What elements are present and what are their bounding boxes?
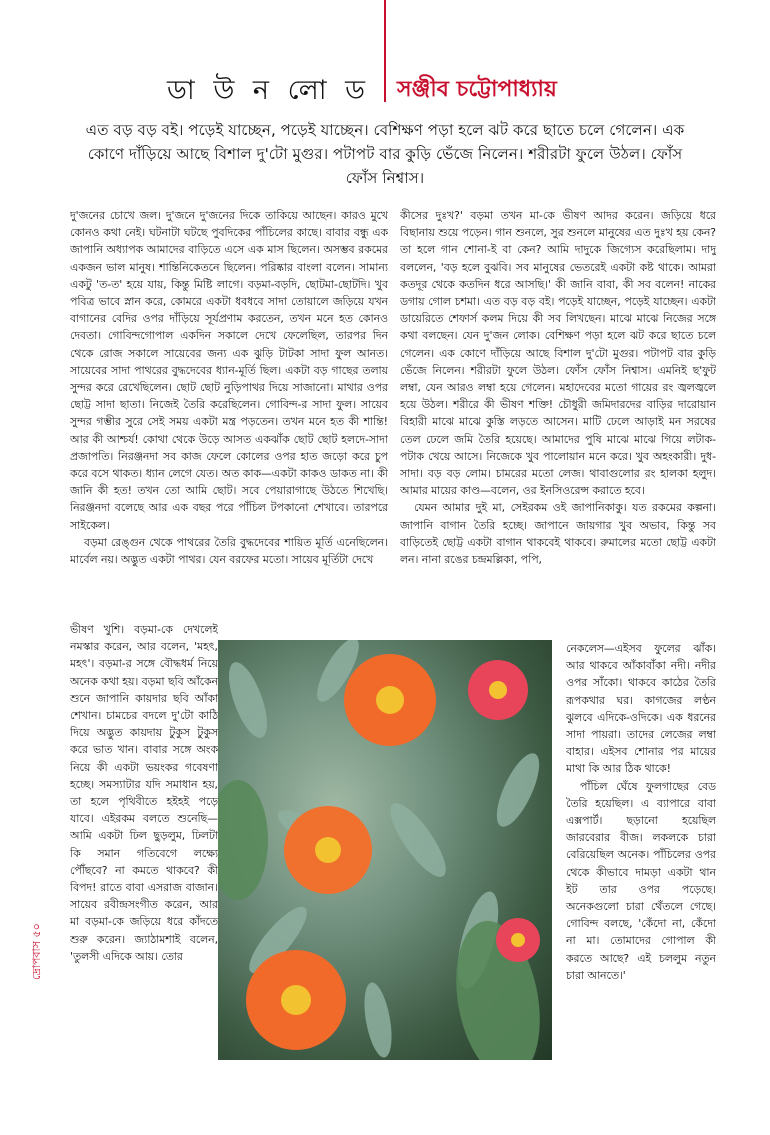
paragraph: পাঁচিল ঘেঁষে ফুলগাছের বেড তৈরি হয়েছিল। এ ব্যাপারে বাবা এক্সপার্ট। ছড়ানো হয়েছিল জারবেরার বীজ। লকলকে চারা বেরিয়েছিল অনেক। পাঁচিলের ওপর থেকে কীভাবে দামড়া একটা থান ইট তার ওপর পড়েছে। অনেকগুলো চারা থেঁতলে গেছে। গোবিন্দ বলছে, 'কেঁদো না, কেঁদো না মা। তোমাদের গোপাল কী করতে আছে? এই চললুম নতুন চারা আনতে।': [566, 779, 716, 982]
paragraph: নেকলেস—এইসব ফুলের ঝাঁক। আর থাকবে আঁকাবাঁকা নদী। নদীর ওপর সাঁকো। থাকবে কাঠের তৈরি রূপকথার ঘর। কাগজের লণ্ঠন ঝুলবে এদিকে-ওদিকে। এক ধরনের সাদা পায়রা। তাদের লেজের লম্বা বাহার। এইসব শোনার পর মায়ের মাথা কি আর ঠিক থাকে!: [566, 642, 716, 776]
paragraph: ভীষণ খুশি। বড়মা-কে দেখলেই নমস্কার করেন, আর বলেন, 'মহৎ, মহৎ'। বড়মা-র সঙ্গে বৌদ্ধধর্ম নিয়ে অনেক কথা হয়। বড়মা ছবি আঁকেন শুনে জাপানি কায়দার ছবি আঁকা শেখান। চামচের বদলে দু'টো কাঠি দিয়ে অদ্ভুত কায়দায় টুকুস টুকুস করে ভাত খান। বাবার সঙ্গে অংক নিয়ে কী একটা ভয়ংকর গবেষণা হচ্ছে। সমস্যাটার যদি সমাধান হয়, তা হলে পৃথিবীতে হইহই পড়ে যাবে। এইরকম বলতে শুনেছি—আমি একটা ঢিল ছুড়লুম, ঢিলটা কি সমান গতিবেগে লক্ষ্যে পৌঁছবে? না কমতে থাকবে? কী বিপদ! রাতে বাবা এসরাজ বাজান। সায়েব রবীন্দ্রসংগীত করেন, আর মা বড়মা-কে জড়িয়ে ধরে কাঁদতে শুরু করেন। জ্যাঠামশাই বলেন, 'তুলসী এদিকে আয়। তোর: [70, 623, 218, 963]
author-name: সঞ্জীব চট্টোপাধ্যায়: [397, 77, 557, 102]
left-column-bottom: [70, 621, 218, 1066]
right-column-top: [400, 207, 716, 637]
left-column-top: [70, 207, 388, 617]
lead-paragraph: এত বড় বড় বই। পড়েই যাচ্ছেন, পড়েই যাচ্ছেন। বেশিক্ষণ পড়া হলে ঝট করে ছাতে চলে গেলেন। এক কোণে দাঁড়িয়ে আছে বিশাল দু'টো মুগুর। পটাপট বার কুড়ি ভেঁজে নিলেন। শরীরটা ফুলে উঠল। ফোঁস ফোঁস নিশ্বাস।: [85, 121, 685, 187]
right-column-bottom: [566, 640, 716, 1070]
page-folio: দ্রোপবাস ৫০: [30, 923, 43, 980]
flower-photo: [218, 640, 552, 1060]
paragraph: দু'জনের চোখে জল। দু'জনে দু'জনের দিকে তাকিয়ে আছেন। কারও মুখে কোনও কথা নেই। ঘটনাটা ঘটছে পুবদিকের পাঁচিলের কাছে। বাবার বন্ধু এক জাপানি অধ্যাপক আমাদের বাড়িতে এসে এক মাস ছিলেন। অসম্ভব রকমের একজন ভাল মানুষ। শান্তিনিকেতনে ছিলেন। পরিষ্কার বাংলা বলেন। সামান্য একটু 'ত-ত' হয়ে যায়, কিন্তু মিষ্টি লাগে। বড়মা-বড়দি, ছোটমা-ছোটদি। খুব পবিত্র ভাবে স্নান করে, কোমরে একটা ধবধবে সাদা তোয়ালে জড়িয়ে যখন বাগানের বেদির ওপর দাঁড়িয়ে সূর্যপ্রণাম করতেন, তখন মনে হত কোনও দেবতা। গোবিন্দগোপাল একদিন সকালে দেখে ফেলেছিল, তারপর দিন থেকে রোজ সকালে সায়েবের জন্য এক ঝুড়ি টাটকা সাদা ফুল আনত। সায়েবের সাদা পাথরের বুদ্ধদেবের ধ্যান-মূর্তি ছিল। একটা বড় গাছের তলায় সুন্দর করে রেখেছিলেন। ছোট ছোট নুড়িপাথর দিয়ে সাজানো। মাথার ওপর ছোট্ট সাদা ছাতা। নিজেই তৈরি করেছিলেন। গোবিন্দ-র সাদা ফুল। সায়েব সুন্দর গম্ভীর সুরে সেই সময় একটা মন্ত্র পড়তেন। তখন মনে হত কী শান্তি! আর কী আশ্চর্য! কোথা থেকে উড়ে আসত একঝাঁক ছোট ছোট হলদে-সাদা প্রজাপতি। নিরঞ্জনদা সব কাজ ফেলে কোলের ওপর হাত জড়ো করে চুপ করে বসে থাকত। ধ্যান লেগে যেত। অত কাক—একটা কাকও ডাকত না। কী জানি কী হত! তখন তো আমি ছোট। সবে পেয়ারাগাছে উঠতে শিখেছি। নিরঞ্জনদা বলেছে আর এক বছর পরে পাঁচিল টপকানো শেখাবে। তারপরে সাইকেল।: [70, 209, 388, 532]
flower-photo-icon: [218, 640, 552, 1060]
paragraph: বড়মা রেঙ্গুন থেকে পাথরের তৈরি বুদ্ধদেবের শায়িত মূর্তি এনেছিলেন। মার্বেল নয়। অদ্ভুত একটা পাথর। যেন বরফের মতো। সায়েব মূর্তিটা দেখে: [70, 535, 388, 567]
paragraph: কীসের দুঃখ?' বড়মা তখন মা-কে ভীষণ আদর করেন। জড়িয়ে ধরে বিছানায় শুয়ে পড়েন। গান শুনলে, সুর শুনলে মানুষের এত দুঃখ হয় কেন? তা হলে গান শোনা-ই বা কেন? আমি দাদুকে জিগ্যেস করেছিলাম। দাদু বললেন, 'বড় হলে বুঝবি। সব মানুষের ভেতরেই একটা কষ্ট থাকে। আমরা কতদূর থেকে কতদিন ধরে আসছি।' কী জানি বাবা, কী সব বলেন! নাকের ডগায় গোল চশমা। এত বড় বড় বই। পড়েই যাচ্ছেন, পড়েই যাচ্ছেন। একটা ডায়েরিতে শেফার্স কলম দিয়ে কী সব লিখছেন। মাঝে মাঝে নিজের সঙ্গে কথা বলছেন। যেন দু'জন লোক। বেশিক্ষণ পড়া হলে ঝট করে ছাতে চলে গেলেন। এক কোণে দাঁড়িয়ে আছে বিশাল দু'টো মুগুর। পটাপট বার কুড়ি ভেঁজে নিলেন। শরীরটা ফুলে উঠল। ফোঁস ফোঁস নিশ্বাস। এমনিই ছ'ফুট লম্বা, যেন আরও লম্বা হয়ে গেলেন। মহাদেবের মতো গায়ের রং জ্বলজ্বলে হয়ে উঠল। শরীরে কী ভীষণ শক্তি! চৌধুরী জমিদারদের বাড়ির দারোয়ান বিহারী মাঝে মাঝে কুস্তি লড়তে আসেন। মাটি ঢেলে আড়াই মন সরষের তেল ঢেলে জমি তৈরি হয়েছে। আমাদের পুষি মাঝে মাঝে গিয়ে লটাক-পটাক খেয়ে আসে। নিজেকে খুব পালোয়ান মনে করে। খুব অহংকারী। দুধ-সাদা। বড় বড় লোম। চামরের মতো লেজ। থাবাগুলোর রং হালকা হলুদ। আমার মায়ের কাণ্ড—বলেন, ওর ইনসিওরেন্স করাতে হবে।: [400, 209, 716, 498]
header-divider: [384, 0, 386, 102]
paragraph: যেমন আমার দুই মা, সেইরকম ওই জাপানিকাকু। যত রকমের কল্পনা। জাপানি বাগান তৈরি হচ্ছে। জাপানে জায়গার খুব অভাব, কিন্তু সব বাড়িতেই ছোট্ট একটা বাগান থাকবেই থাকবে। রুমালের মতো ছোট্ট একটা লন। নানা রঙের চন্দ্রমল্লিকা, পপি,: [400, 501, 716, 567]
section-title: ডা উ ন লো ড: [167, 75, 370, 106]
